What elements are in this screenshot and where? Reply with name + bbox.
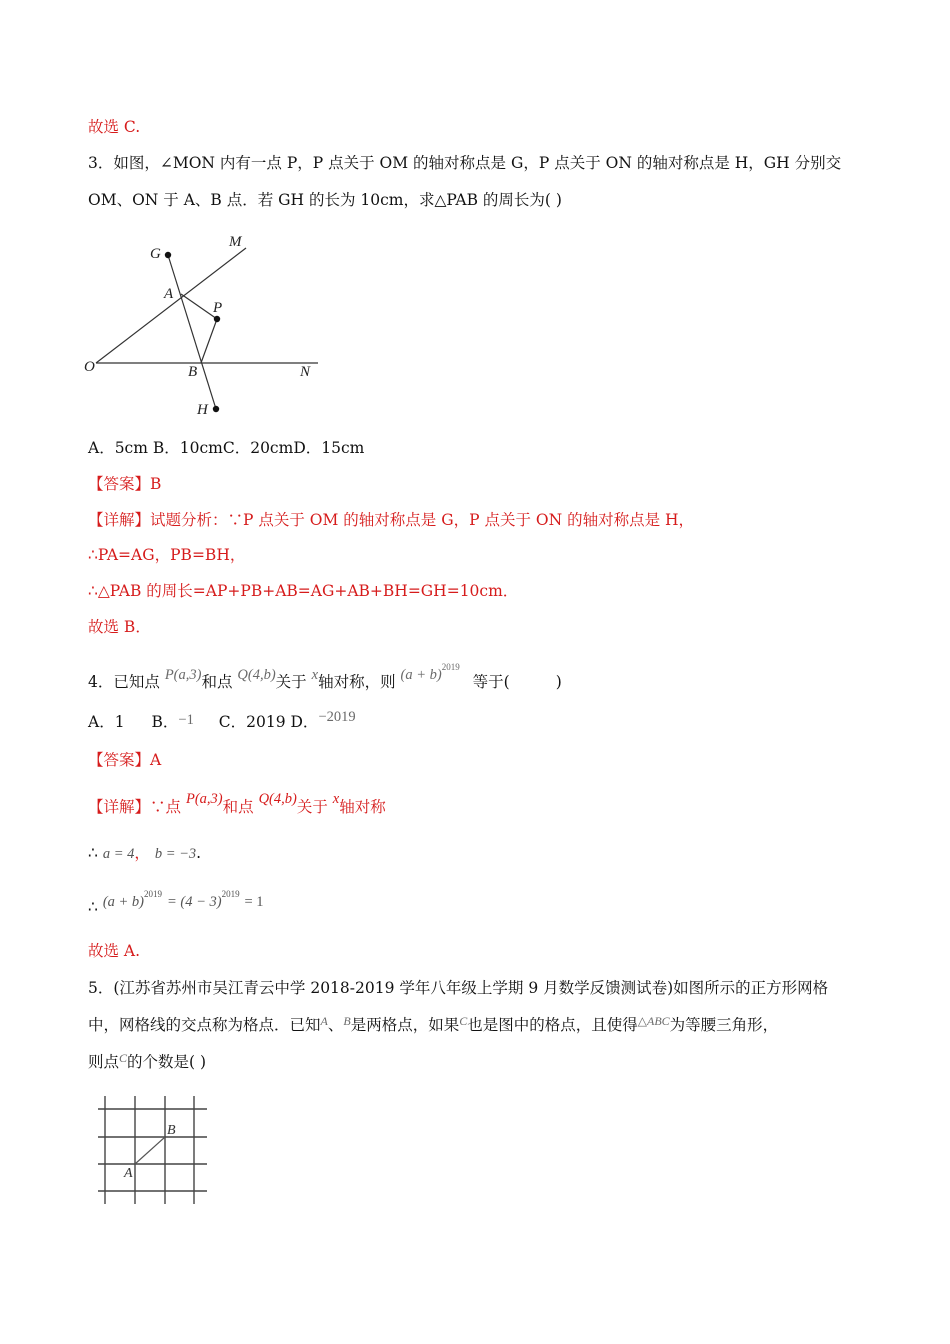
q3-analysis-line3: ∴△PAB 的周长=AP+PB+AB=AG+AB+BH=GH=10cm． xyxy=(88,582,519,600)
q5-line2: 中，网格线的交点称为格点．已知$^A$、$^B$是两格点，如果$^C$也是图中的格点，且使得$^{\triangle ABC}$为等腰三角形， xyxy=(88,1014,779,1034)
label-m: M xyxy=(229,234,242,250)
q4-values: ∴ a = 4， b = −3. xyxy=(88,844,202,862)
point-g-dot xyxy=(165,252,171,258)
q3-stem-line1: 3．如图，∠MON 内有一点 P，P 点关于 OM 的轴对称点是 G，P 点关于 ON 的轴对称点是 H，GH 分别交 xyxy=(88,154,842,172)
segment-gh xyxy=(168,255,216,409)
segment-ab xyxy=(135,1137,165,1164)
label-b: B xyxy=(188,364,198,380)
q3-conclusion: 故选 B． xyxy=(88,618,151,636)
point-h-dot xyxy=(213,406,219,412)
point-p-dot xyxy=(214,316,220,322)
grid-label-b: B xyxy=(167,1123,176,1138)
q5-line1: 5．(江苏省苏州市吴江青云中学 2018-2019 学年八年级上学期 9 月数学反馈测试卷)如图所示的正方形网格 xyxy=(88,979,829,997)
q3-stem-line2: OM、ON 于 A、B 点．若 GH 的长为 10cm，求△PAB 的周长为( ) xyxy=(88,191,562,209)
q3-analysis-line1: 【详解】试题分析：∵P 点关于 OM 的轴对称点是 G，P 点关于 ON 的轴对称点是 H， xyxy=(88,511,695,529)
label-g: G xyxy=(150,246,161,262)
label-o: O xyxy=(84,359,95,375)
q4-calculation: ∴ $(a + b)^{2019} = (4 - 3)^{2019} = 1$ xyxy=(88,889,264,916)
q2-conclusion: 故选 C. xyxy=(88,118,141,136)
q4-answer: 【答案】A xyxy=(88,751,162,769)
q3-analysis-line2: ∴PA=AG，PB=BH， xyxy=(88,546,246,564)
q4-detail: 【详解】∵点 P(a,3)和点 Q(4,b)关于 x轴对称 xyxy=(88,791,386,816)
q4-point-p: P(a,3) xyxy=(164,667,202,683)
label-p: P xyxy=(213,300,223,316)
q4-point-q: Q(4,b) xyxy=(237,667,276,683)
label-a: A xyxy=(164,286,174,302)
label-n: N xyxy=(300,364,311,380)
q3-answer: 【答案】B xyxy=(88,475,162,493)
q4-stem: 4．已知点 P(a,3)和点 Q(4,b)关于 x轴对称，则 $(a + b)^{2019}$ 等于( ) xyxy=(88,662,562,691)
label-h: H xyxy=(197,402,208,418)
q4-conclusion: 故选 A. xyxy=(88,942,141,960)
grid-label-a: A xyxy=(124,1166,133,1181)
q3-options: A．5cm B．10cmC．20cmD．15cm xyxy=(88,439,365,457)
q3-figure xyxy=(80,228,330,423)
q5-grid-figure xyxy=(94,1092,212,1208)
segment-pb xyxy=(201,319,217,363)
q4-expression: $(a + b)^{2019}$ xyxy=(400,662,460,683)
q5-line3: 则点$^C$的个数是( ) xyxy=(88,1051,207,1071)
q4-options: A．1 B．−1 C．2019 D．−2019 xyxy=(88,709,356,731)
